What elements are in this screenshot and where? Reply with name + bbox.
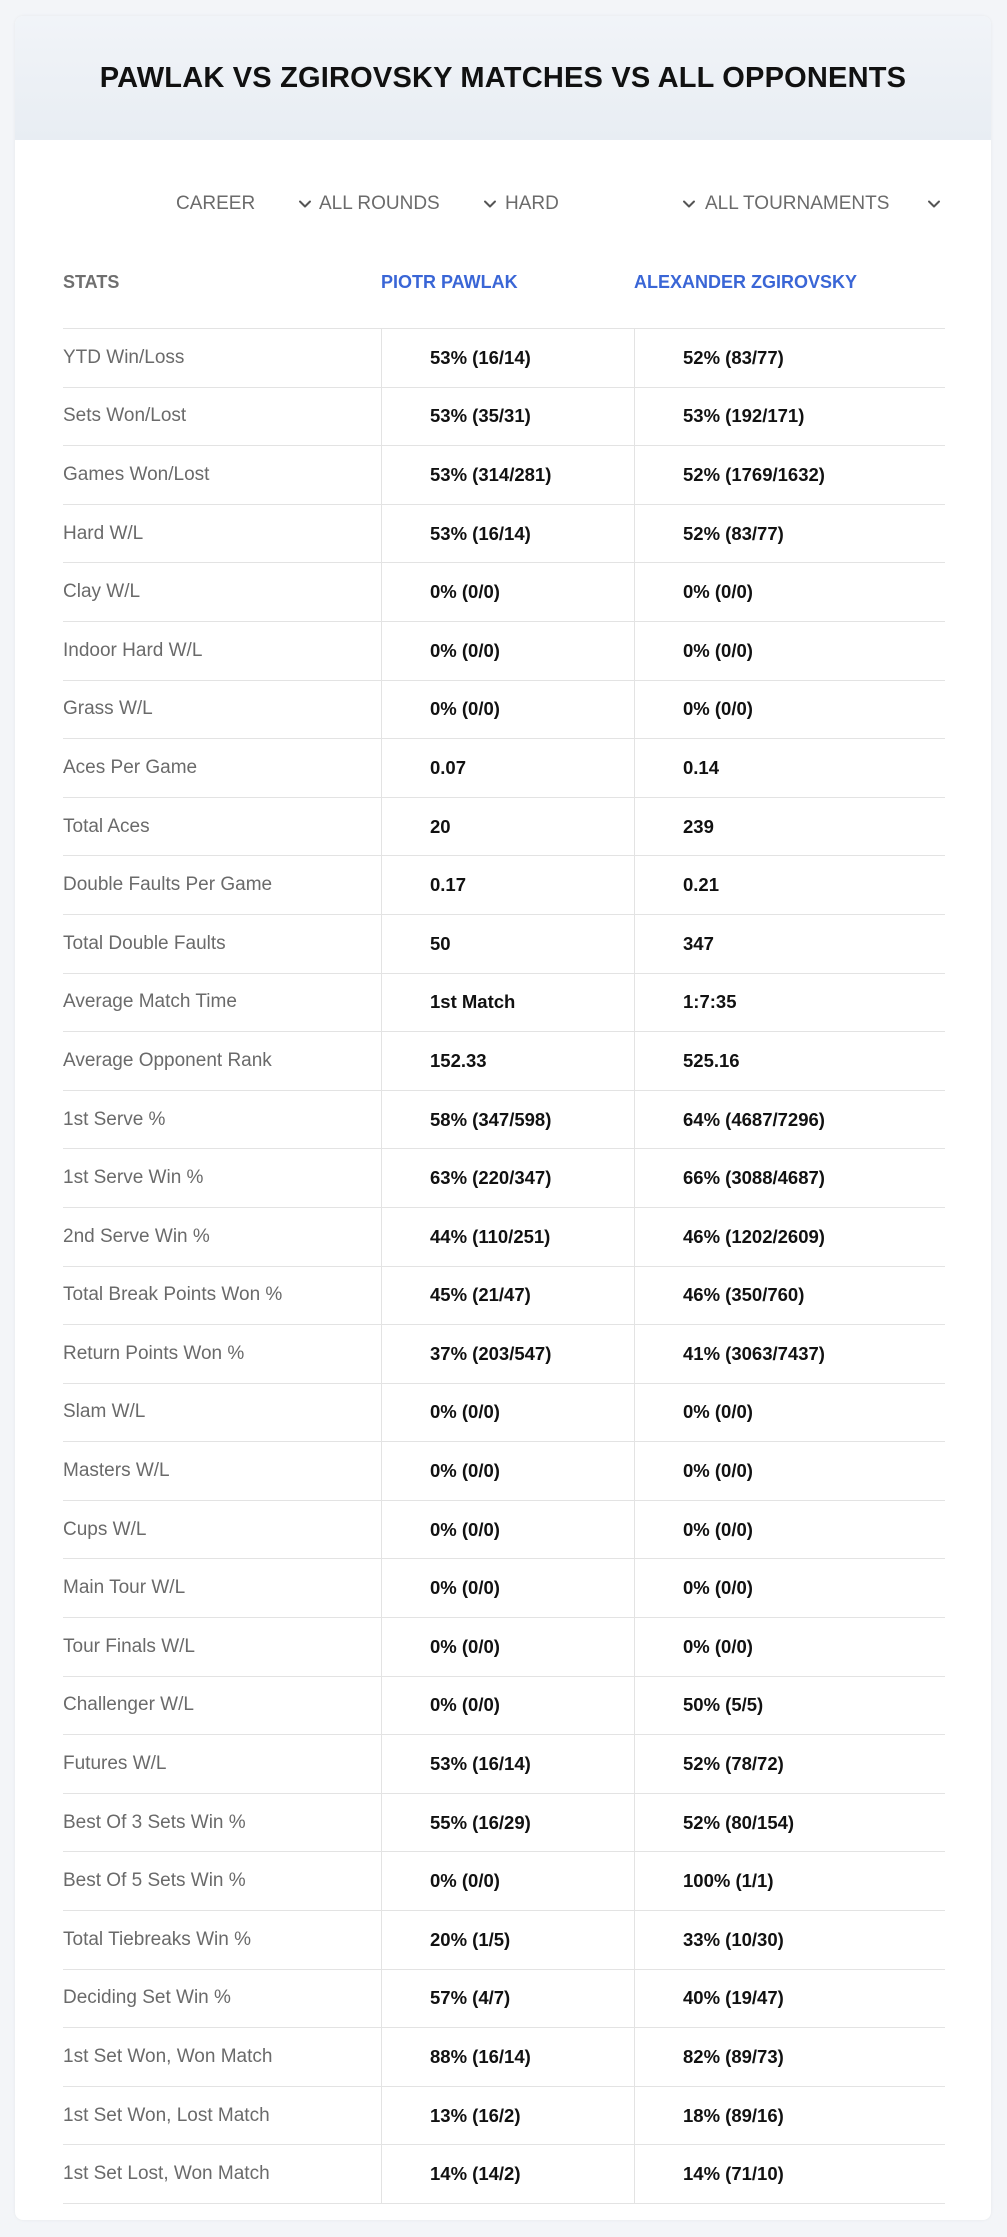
stat-label: 1st Set Lost, Won Match <box>63 2163 270 2185</box>
table-row <box>63 1501 945 1560</box>
table-header <box>63 252 945 329</box>
stat-label: YTD Win/Loss <box>63 346 185 368</box>
player2-stat-value: 52% (1769/1632) <box>634 446 945 504</box>
player2-stat-value: 1:7:35 <box>634 974 945 1032</box>
player1-stat-value: 0% (0/0) <box>381 1442 634 1500</box>
table-row <box>63 915 945 974</box>
player1-stat-value: 0% (0/0) <box>381 1559 634 1617</box>
table-row <box>63 1677 945 1736</box>
table-row <box>63 856 945 915</box>
player1-stat-value: 0% (0/0) <box>381 563 634 621</box>
stat-label: Total Tiebreaks Win % <box>63 1928 251 1950</box>
player1-stat-value: 0% (0/0) <box>381 1384 634 1442</box>
player2-stat-value: 525.16 <box>634 1032 945 1090</box>
stat-label: Deciding Set Win % <box>63 1987 231 2009</box>
player2-stat-value: 33% (10/30) <box>634 1911 945 1969</box>
player2-stat-value: 347 <box>634 915 945 973</box>
table-row <box>63 1559 945 1618</box>
player2-stat-value: 0% (0/0) <box>634 563 945 621</box>
stat-label: Main Tour W/L <box>63 1577 186 1599</box>
filter-bar <box>15 186 991 222</box>
player2-stat-value: 0% (0/0) <box>634 622 945 680</box>
player2-stat-value: 52% (78/72) <box>634 1735 945 1793</box>
stat-label: 1st Set Won, Lost Match <box>63 2104 270 2126</box>
table-row <box>63 505 945 564</box>
player1-stat-value: 0% (0/0) <box>381 681 634 739</box>
player1-stat-value: 44% (110/251) <box>381 1208 634 1266</box>
player2-stat-value: 52% (83/77) <box>634 329 945 387</box>
player1-stat-value: 13% (16/2) <box>381 2087 634 2145</box>
stats-column-header: STATS <box>63 271 120 292</box>
table-row <box>63 1032 945 1091</box>
table-row <box>63 681 945 740</box>
player1-link[interactable]: PIOTR PAWLAK <box>381 271 518 292</box>
table-row <box>63 739 945 798</box>
table-row <box>63 798 945 857</box>
surface-filter-select[interactable] <box>505 186 698 222</box>
stat-label: 1st Serve Win % <box>63 1167 204 1189</box>
stats-card <box>15 16 991 2220</box>
table-row <box>63 1442 945 1501</box>
player1-stat-value: 55% (16/29) <box>381 1794 634 1852</box>
stat-label: Tour Finals W/L <box>63 1635 195 1657</box>
player1-stat-value: 1st Match <box>381 974 634 1032</box>
stat-label: Slam W/L <box>63 1401 146 1423</box>
rounds-filter-value: ALL ROUNDS <box>319 193 440 214</box>
table-row <box>63 1149 945 1208</box>
table-row <box>63 329 945 388</box>
table-row <box>63 974 945 1033</box>
table-row <box>63 388 945 447</box>
player1-stat-value: 50 <box>381 915 634 973</box>
table-row <box>63 1267 945 1326</box>
stat-label: 1st Set Won, Won Match <box>63 2046 273 2068</box>
stat-label: Average Match Time <box>63 991 237 1013</box>
table-row <box>63 2145 945 2204</box>
table-row <box>63 2087 945 2146</box>
stat-label: Challenger W/L <box>63 1694 194 1716</box>
player1-stat-value: 0% (0/0) <box>381 1618 634 1676</box>
player1-stat-value: 57% (4/7) <box>381 1970 634 2028</box>
player1-stat-value: 45% (21/47) <box>381 1267 634 1325</box>
player1-stat-value: 0% (0/0) <box>381 1677 634 1735</box>
stat-label: Double Faults Per Game <box>63 874 273 896</box>
player2-stat-value: 50% (5/5) <box>634 1677 945 1735</box>
chevron-down-icon <box>296 195 314 213</box>
player2-stat-value: 46% (350/760) <box>634 1267 945 1325</box>
table-row <box>63 1735 945 1794</box>
player1-stat-value: 53% (35/31) <box>381 388 634 446</box>
player2-stat-value: 0% (0/0) <box>634 1384 945 1442</box>
player1-stat-value: 53% (314/281) <box>381 446 634 504</box>
table-row <box>63 1091 945 1150</box>
table-row <box>63 1970 945 2029</box>
stat-label: Return Points Won % <box>63 1342 245 1364</box>
stat-label: Clay W/L <box>63 581 141 603</box>
player2-stat-value: 0.14 <box>634 739 945 797</box>
player2-stat-value: 53% (192/171) <box>634 388 945 446</box>
stat-label: Hard W/L <box>63 522 144 544</box>
career-filter-select[interactable] <box>176 186 314 222</box>
player2-stat-value: 64% (4687/7296) <box>634 1091 945 1149</box>
player2-stat-value: 66% (3088/4687) <box>634 1149 945 1207</box>
table-row <box>63 2028 945 2087</box>
player1-stat-value: 0% (0/0) <box>381 1852 634 1910</box>
player2-link[interactable]: ALEXANDER ZGIROVSKY <box>634 271 858 292</box>
player1-stat-value: 0% (0/0) <box>381 622 634 680</box>
player2-stat-value: 82% (89/73) <box>634 2028 945 2086</box>
stat-label: Cups W/L <box>63 1518 147 1540</box>
player1-stat-value: 53% (16/14) <box>381 1735 634 1793</box>
stat-label: Grass W/L <box>63 698 153 720</box>
stat-label: Average Opponent Rank <box>63 1049 272 1071</box>
chevron-down-icon <box>680 195 698 213</box>
player1-stat-value: 88% (16/14) <box>381 2028 634 2086</box>
player2-stat-value: 52% (83/77) <box>634 505 945 563</box>
player2-stat-value: 100% (1/1) <box>634 1852 945 1910</box>
player1-stat-value: 20% (1/5) <box>381 1911 634 1969</box>
stat-label: Total Aces <box>63 815 150 837</box>
table-row <box>63 622 945 681</box>
player2-stat-value: 239 <box>634 798 945 856</box>
stat-label: 1st Serve % <box>63 1108 166 1130</box>
player2-stat-value: 0% (0/0) <box>634 681 945 739</box>
career-filter-value: CAREER <box>176 193 256 214</box>
table-row <box>63 1852 945 1911</box>
player2-stat-value: 46% (1202/2609) <box>634 1208 945 1266</box>
player1-stat-value: 14% (14/2) <box>381 2145 634 2203</box>
stat-label: 2nd Serve Win % <box>63 1225 210 1247</box>
stat-label: Total Double Faults <box>63 932 226 954</box>
stat-label: Best Of 3 Sets Win % <box>63 1811 246 1833</box>
player2-stat-value: 40% (19/47) <box>634 1970 945 2028</box>
tournaments-filter-select[interactable] <box>705 186 943 222</box>
table-row <box>63 1911 945 1970</box>
player2-stat-value: 52% (80/154) <box>634 1794 945 1852</box>
player2-stat-value: 14% (71/10) <box>634 2145 945 2203</box>
player1-stat-value: 53% (16/14) <box>381 505 634 563</box>
player1-stat-value: 20 <box>381 798 634 856</box>
player2-stat-value: 0% (0/0) <box>634 1618 945 1676</box>
player1-stat-value: 37% (203/547) <box>381 1325 634 1383</box>
player2-stat-value: 0% (0/0) <box>634 1501 945 1559</box>
table-row <box>63 1325 945 1384</box>
player1-stat-value: 0.17 <box>381 856 634 914</box>
chevron-down-icon <box>925 195 943 213</box>
player1-stat-value: 58% (347/598) <box>381 1091 634 1149</box>
table-row <box>63 1384 945 1443</box>
table-body <box>63 329 945 2204</box>
page-title: PAWLAK VS ZGIROVSKY MATCHES VS ALL OPPONENTS <box>99 61 907 94</box>
player1-stat-value: 63% (220/347) <box>381 1149 634 1207</box>
player2-stat-value: 0% (0/0) <box>634 1442 945 1500</box>
stat-label: Games Won/Lost <box>63 463 210 485</box>
stat-label: Indoor Hard W/L <box>63 639 203 661</box>
table-row <box>63 1618 945 1677</box>
chevron-down-icon <box>481 195 499 213</box>
table-row <box>63 563 945 622</box>
player2-stat-value: 0% (0/0) <box>634 1559 945 1617</box>
stat-label: Futures W/L <box>63 1753 167 1775</box>
player1-stat-value: 152.33 <box>381 1032 634 1090</box>
player2-stat-value: 41% (3063/7437) <box>634 1325 945 1383</box>
table-row <box>63 1208 945 1267</box>
stats-table <box>63 252 945 2204</box>
player2-stat-value: 18% (89/16) <box>634 2087 945 2145</box>
player1-stat-value: 0% (0/0) <box>381 1501 634 1559</box>
table-row <box>63 1794 945 1853</box>
card-header <box>15 16 991 140</box>
stat-label: Total Break Points Won % <box>63 1284 283 1306</box>
table-row <box>63 446 945 505</box>
stat-label: Sets Won/Lost <box>63 405 187 427</box>
player2-stat-value: 0.21 <box>634 856 945 914</box>
player1-stat-value: 53% (16/14) <box>381 329 634 387</box>
stat-label: Masters W/L <box>63 1460 170 1482</box>
surface-filter-value: HARD <box>505 193 559 214</box>
rounds-filter-select[interactable] <box>319 186 499 222</box>
player1-stat-value: 0.07 <box>381 739 634 797</box>
tournaments-filter-value: ALL TOURNAMENTS <box>705 193 890 214</box>
stat-label: Best Of 5 Sets Win % <box>63 1870 246 1892</box>
stat-label: Aces Per Game <box>63 756 198 778</box>
